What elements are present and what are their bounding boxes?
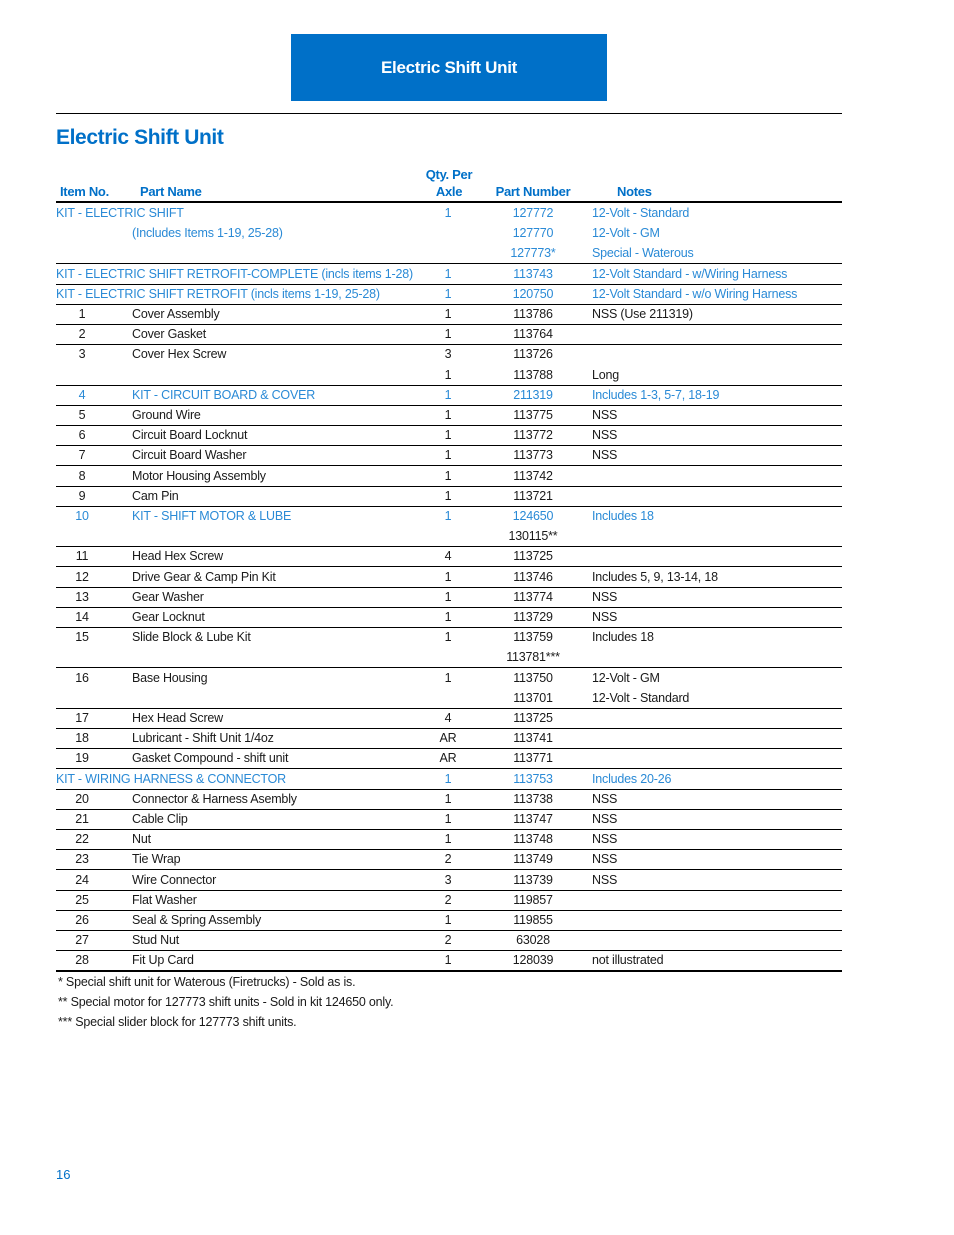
part-name-cell: Cover Gasket — [132, 327, 207, 342]
table-row — [56, 688, 842, 709]
part-name-cell: Circuit Board Locknut — [132, 428, 248, 443]
table-row — [56, 385, 842, 406]
part-name-cell: Cover Assembly — [132, 307, 220, 321]
table-row — [56, 223, 842, 243]
part-number-cell: 119857 — [513, 892, 553, 907]
notes-cell: 12-Volt Standard - w/o Wiring Harness — [592, 286, 798, 301]
part-number-cell: 113721 — [513, 488, 553, 503]
notes-cell: NSS — [592, 832, 618, 847]
notes-cell: not illustrated — [592, 953, 664, 968]
part-name-cell: Base Housing — [132, 670, 208, 685]
section-banner: Electric Shift Unit — [291, 34, 607, 101]
qty-cell: 1 — [444, 367, 452, 382]
notes-cell: NSS — [592, 812, 618, 826]
notes-cell: NSS — [592, 408, 618, 422]
qty-cell: AR — [439, 731, 457, 746]
table-row — [56, 587, 842, 608]
table-row — [56, 748, 842, 769]
page-number: 16 — [56, 1167, 71, 1182]
table-row — [56, 365, 842, 386]
qty-cell: 1 — [444, 488, 452, 503]
notes-cell: Includes 1-3, 5-7, 18-19 — [592, 387, 720, 402]
item-no-cell: 9 — [78, 488, 86, 503]
table-row — [56, 405, 842, 426]
notes-cell: NSS — [592, 791, 618, 806]
table-row — [56, 486, 842, 507]
part-number-cell: 113748 — [513, 832, 553, 847]
item-no-cell: 6 — [78, 428, 86, 443]
qty-cell: 2 — [444, 852, 452, 867]
part-number-cell: 63028 — [516, 933, 550, 948]
part-number-cell: 119855 — [513, 913, 553, 927]
qty-cell: 1 — [444, 670, 452, 685]
part-number-cell: 113725 — [513, 549, 553, 564]
table-row — [56, 466, 842, 487]
notes-cell: 12-Volt - GM — [592, 670, 660, 685]
item-no-cell: 24 — [75, 872, 89, 887]
notes-cell: NSS — [592, 448, 618, 463]
part-number-cell: 128039 — [512, 953, 554, 968]
top-divider — [56, 113, 842, 114]
table-row — [56, 526, 842, 547]
notes-cell: Includes 20-26 — [592, 771, 672, 786]
table-row — [56, 789, 842, 810]
table-row — [56, 870, 842, 891]
table-row — [56, 910, 842, 931]
item-no-cell: 2 — [78, 327, 86, 342]
table-row — [56, 829, 842, 850]
qty-cell: 1 — [444, 630, 452, 645]
qty-cell: 1 — [444, 387, 452, 402]
header-part-name: Part Name — [140, 184, 202, 199]
part-name-cell: Nut — [132, 832, 151, 847]
kit-name-cell: KIT - ELECTRIC SHIFT RETROFIT-COMPLETE (incls items 1-28) — [56, 266, 413, 281]
part-number-cell: 113764 — [513, 327, 553, 342]
table-row — [56, 546, 842, 567]
part-number-cell: 113775 — [513, 408, 553, 422]
notes-cell: NSS — [592, 428, 618, 443]
table-row — [56, 243, 842, 264]
footnote-3: *** Special slider block for 127773 shift units. — [58, 1015, 297, 1029]
item-no-cell: 22 — [75, 832, 89, 847]
table-row — [56, 304, 842, 325]
part-number-cell: 127770 — [512, 226, 554, 241]
item-no-cell: 11 — [75, 549, 89, 564]
part-name-cell: Fit Up Card — [132, 953, 194, 968]
part-name-cell: Circuit Board Washer — [132, 448, 247, 463]
table-row — [56, 344, 842, 364]
header-part-number: Part Number — [495, 184, 571, 199]
item-no-cell: 5 — [78, 408, 86, 422]
table-row — [56, 849, 842, 870]
notes-cell: NSS — [592, 610, 618, 624]
qty-cell: 1 — [444, 913, 452, 927]
part-number-cell: 120750 — [512, 286, 554, 301]
item-no-cell: 1 — [78, 307, 86, 321]
part-name-cell: Stud Nut — [132, 933, 180, 948]
item-no-cell: 17 — [75, 711, 89, 725]
header-item-no: Item No. — [60, 184, 109, 199]
table-row — [56, 950, 842, 972]
part-number-cell: 113772 — [513, 428, 553, 443]
item-no-cell: 20 — [75, 791, 89, 806]
part-number-cell: 113749 — [513, 852, 553, 867]
part-name-cell: Tie Wrap — [132, 852, 181, 867]
part-number-cell: 113701 — [513, 690, 553, 705]
part-number-cell: 113759 — [513, 630, 553, 645]
table-row — [56, 769, 842, 790]
part-name-cell: Cover Hex Screw — [132, 347, 227, 362]
part-number-cell: 113743 — [513, 266, 553, 281]
qty-cell: 1 — [444, 610, 452, 624]
part-name-cell: Connector & Harness Asembly — [132, 791, 297, 806]
notes-cell: 12-Volt - Standard — [592, 206, 690, 220]
notes-cell: NSS (Use 211319) — [592, 307, 693, 321]
part-name-cell: Cable Clip — [132, 812, 188, 826]
qty-cell: 1 — [444, 832, 452, 847]
part-number-cell: 130115** — [508, 529, 558, 544]
item-no-cell: 28 — [75, 953, 89, 968]
table-row — [56, 324, 842, 345]
item-no-cell: 7 — [78, 448, 86, 463]
table-row — [56, 890, 842, 911]
qty-cell: 1 — [444, 791, 452, 806]
qty-cell: 4 — [444, 711, 452, 725]
notes-cell: NSS — [592, 852, 618, 867]
table-row — [56, 264, 842, 285]
part-number-cell: 113781*** — [506, 650, 560, 665]
notes-cell: 12-Volt - GM — [592, 226, 660, 241]
part-number-cell: 113746 — [513, 569, 553, 584]
notes-cell: NSS — [592, 872, 618, 887]
kit-name-cell: KIT - WIRING HARNESS & CONNECTOR — [56, 771, 286, 786]
part-number-cell: 124650 — [512, 509, 554, 523]
table-row — [56, 607, 842, 628]
part-number-cell: 113747 — [513, 812, 553, 826]
part-number-cell: 113774 — [513, 589, 553, 604]
item-no-cell: 27 — [75, 933, 89, 948]
footnote-2: ** Special motor for 127773 shift units - Sold in kit 124650 only. — [58, 995, 394, 1009]
notes-cell: Special - Waterous — [592, 246, 694, 261]
item-no-cell: 16 — [75, 670, 89, 685]
notes-cell: NSS — [592, 589, 618, 604]
part-name-cell: Lubricant - Shift Unit 1/4oz — [132, 731, 274, 746]
part-name-cell: Slide Block & Lube Kit — [132, 630, 251, 645]
table-row — [56, 567, 842, 588]
item-no-cell: 23 — [75, 852, 89, 867]
qty-cell: 1 — [444, 569, 452, 584]
notes-cell: Long — [592, 367, 620, 382]
notes-cell: 12-Volt Standard - w/Wiring Harness — [592, 266, 788, 281]
table-row — [56, 930, 842, 951]
part-number-cell: 113738 — [513, 791, 553, 806]
qty-cell: 1 — [444, 448, 452, 463]
qty-cell: 1 — [444, 286, 452, 301]
item-no-cell: 19 — [75, 751, 89, 766]
part-name-cell: Flat Washer — [132, 892, 197, 907]
part-name-cell: KIT - CIRCUIT BOARD & COVER — [132, 387, 316, 402]
item-no-cell: 18 — [75, 731, 89, 746]
qty-cell: 1 — [444, 953, 452, 968]
part-name-cell: Ground Wire — [132, 408, 201, 422]
item-no-cell: 26 — [75, 913, 89, 927]
table-row — [56, 668, 842, 688]
qty-cell: 1 — [444, 771, 452, 786]
item-no-cell: 3 — [78, 347, 86, 362]
qty-cell: 1 — [444, 266, 452, 281]
item-no-cell: 14 — [75, 610, 89, 624]
part-name-cell: Head Hex Screw — [132, 549, 223, 564]
qty-cell: 1 — [444, 812, 452, 826]
notes-cell: Includes 5, 9, 13-14, 18 — [592, 569, 718, 584]
part-name-cell: Gear Locknut — [132, 610, 205, 624]
header-qty-per-axle — [418, 166, 480, 200]
item-no-cell: 10 — [75, 509, 89, 523]
item-no-cell: 21 — [75, 812, 89, 826]
part-number-cell: 127772 — [512, 206, 554, 220]
part-number-cell: 113742 — [513, 468, 553, 483]
part-number-cell: 113739 — [513, 872, 553, 887]
qty-cell: 1 — [444, 408, 452, 422]
part-name-cell: Gasket Compound - shift unit — [132, 751, 289, 766]
notes-cell: Includes 18 — [592, 509, 654, 523]
qty-cell: 1 — [444, 509, 452, 523]
footnote-1: * Special shift unit for Waterous (Firetrucks) - Sold as is. — [58, 975, 356, 989]
table-row — [56, 809, 842, 830]
header-qty-line2: Axle — [435, 184, 463, 199]
header-qty-line1: Qty. Per — [425, 167, 473, 182]
item-no-cell: 25 — [75, 892, 89, 907]
qty-cell: 1 — [444, 428, 452, 443]
item-no-cell: 13 — [75, 589, 89, 604]
qty-cell: 1 — [444, 468, 452, 483]
part-name-cell: Seal & Spring Assembly — [132, 913, 261, 927]
item-no-cell: 8 — [78, 468, 86, 483]
part-number-cell: 113773 — [513, 448, 553, 463]
part-number-cell: 211319 — [513, 387, 553, 402]
qty-cell: AR — [439, 751, 457, 766]
part-number-cell: 113786 — [513, 307, 553, 321]
part-number-cell: 127773* — [510, 246, 556, 261]
qty-cell: 2 — [444, 892, 452, 907]
part-number-cell: 113788 — [513, 367, 553, 382]
table-row — [56, 728, 842, 749]
item-no-cell: 12 — [75, 569, 89, 584]
header-notes: Notes — [617, 184, 652, 199]
table-row — [56, 708, 842, 729]
part-number-cell: 113753 — [513, 771, 553, 786]
part-name-cell: Wire Connector — [132, 872, 217, 887]
qty-cell: 1 — [444, 206, 452, 220]
qty-cell: 1 — [444, 327, 452, 342]
table-row — [56, 506, 842, 526]
qty-cell: 4 — [444, 549, 452, 564]
table-row — [56, 203, 842, 223]
part-number-cell: 113729 — [513, 610, 553, 624]
part-name-cell: Cam Pin — [132, 488, 179, 503]
kit-name-cell: KIT - ELECTRIC SHIFT RETROFIT (incls items 1-19, 25-28) — [56, 286, 380, 301]
qty-cell: 3 — [444, 347, 452, 362]
qty-cell: 2 — [444, 933, 452, 948]
notes-cell: 12-Volt - Standard — [592, 690, 690, 705]
table-row — [56, 425, 842, 446]
part-name-cell: Hex Head Screw — [132, 711, 223, 725]
table-row — [56, 284, 842, 305]
qty-cell: 1 — [444, 307, 452, 321]
part-number-cell: 113741 — [513, 731, 553, 746]
qty-cell: 3 — [444, 872, 452, 887]
page-title: Electric Shift Unit — [56, 126, 224, 149]
notes-cell: Includes 18 — [592, 630, 654, 645]
kit-name-cell: KIT - ELECTRIC SHIFT — [56, 206, 184, 220]
part-number-cell: 113771 — [513, 751, 553, 766]
part-name-cell: Motor Housing Assembly — [132, 468, 266, 483]
table-row — [56, 445, 842, 466]
part-name-cell: KIT - SHIFT MOTOR & LUBE — [132, 509, 292, 523]
part-name-cell: Gear Washer — [132, 589, 204, 604]
part-name-cell: (Includes Items 1-19, 25-28) — [132, 226, 283, 241]
part-number-cell: 113725 — [513, 711, 553, 725]
table-row — [56, 627, 842, 647]
part-name-cell: Drive Gear & Camp Pin Kit — [132, 569, 276, 584]
part-number-cell: 113750 — [513, 670, 553, 685]
qty-cell: 1 — [444, 589, 452, 604]
item-no-cell: 4 — [78, 387, 86, 402]
table-row — [56, 647, 842, 668]
part-number-cell: 113726 — [513, 347, 553, 362]
item-no-cell: 15 — [75, 630, 89, 645]
